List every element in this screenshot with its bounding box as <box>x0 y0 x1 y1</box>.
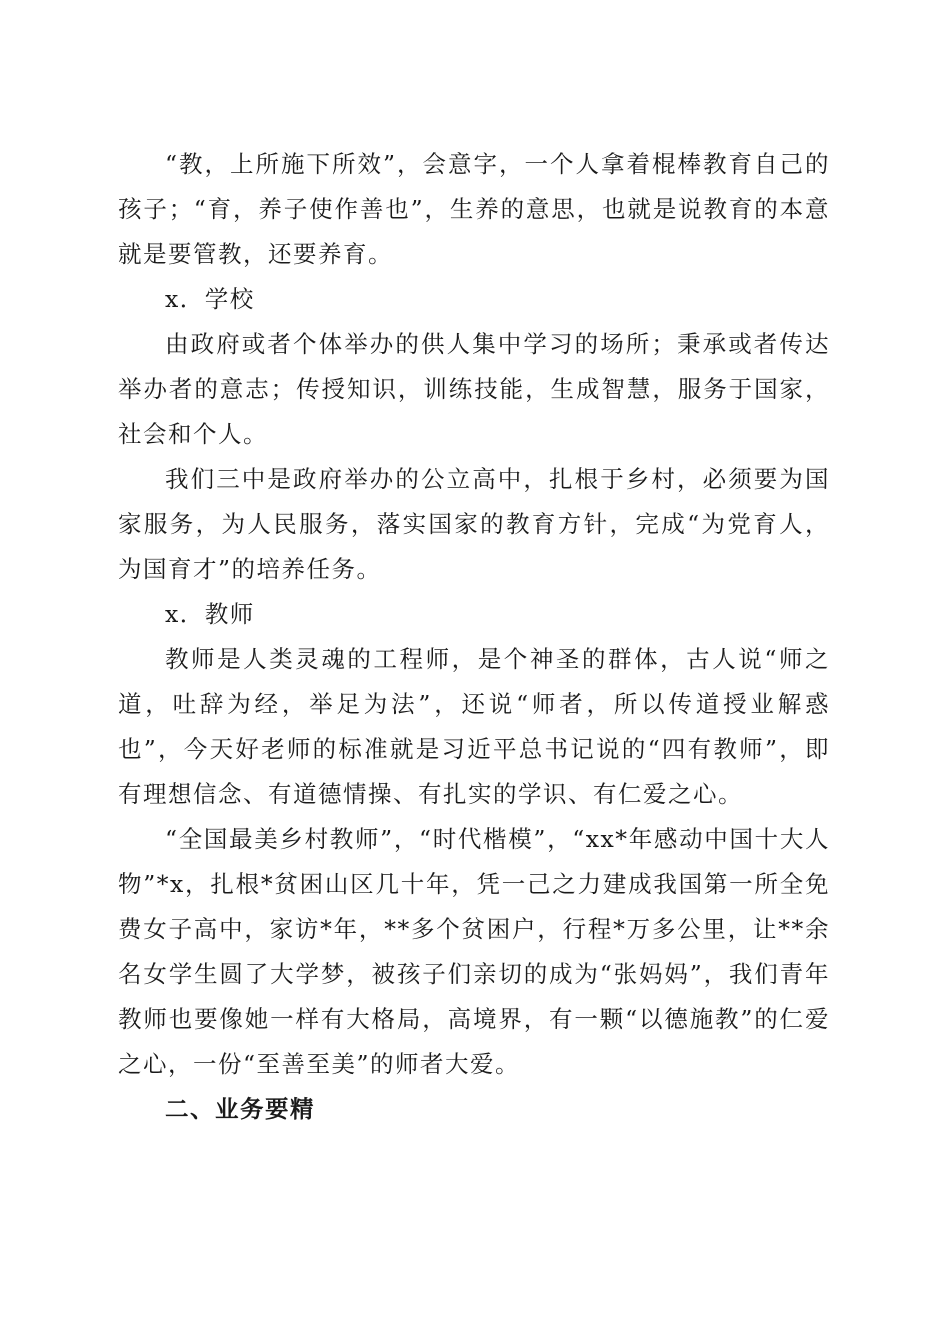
subheading-teacher: x．教师 <box>165 600 255 628</box>
document-body <box>118 142 830 1132</box>
paragraph-education-definition: “教，上所施下所效”，会意字，一个人拿着棍棒教育自己的孩子；“育，养子使作善也”，生养的意思，也就是说教育的本意就是要管教，还要养育。 <box>118 150 830 268</box>
subheading-school: x．学校 <box>165 285 255 313</box>
paragraph-teacher-definition: 教师是人类灵魂的工程师，是个神圣的群体，古人说“师之道，吐辞为经，举足为法”，还说“师者，所以传道授业解惑也”，今天好老师的标准就是习近平总书记说的“四有教师”，即有理想信念、有道德情操、有扎实的学识、有仁爱之心。 <box>118 645 830 808</box>
section-heading-business: 二、业务要精 <box>165 1095 315 1123</box>
paragraph-school-definition: 由政府或者个体举办的供人集中学习的场所；秉承或者传达举办者的意志；传授知识，训练技能，生成智慧，服务于国家，社会和个人。 <box>118 330 830 448</box>
paragraph-model-teacher: “全国最美乡村教师”，“时代楷模”，“xx*年感动中国十大人物”*x，扎根*贫困山区几十年，凭一己之力建成我国第一所全免费女子高中，家访*年，**多个贫困户，行程*万多公里，让**余名女学生圆了大学梦，被孩子们亲切的成为“张妈妈”，我们青年教师也要像她一样有大格局，高境界，有一颗“以德施教”的仁爱之心，一份“至善至美”的师者大爱。 <box>118 825 830 1078</box>
paragraph-our-school: 我们三中是政府举办的公立高中，扎根于乡村，必须要为国家服务，为人民服务，落实国家的教育方针，完成“为党育人，为国育才”的培养任务。 <box>118 465 830 583</box>
